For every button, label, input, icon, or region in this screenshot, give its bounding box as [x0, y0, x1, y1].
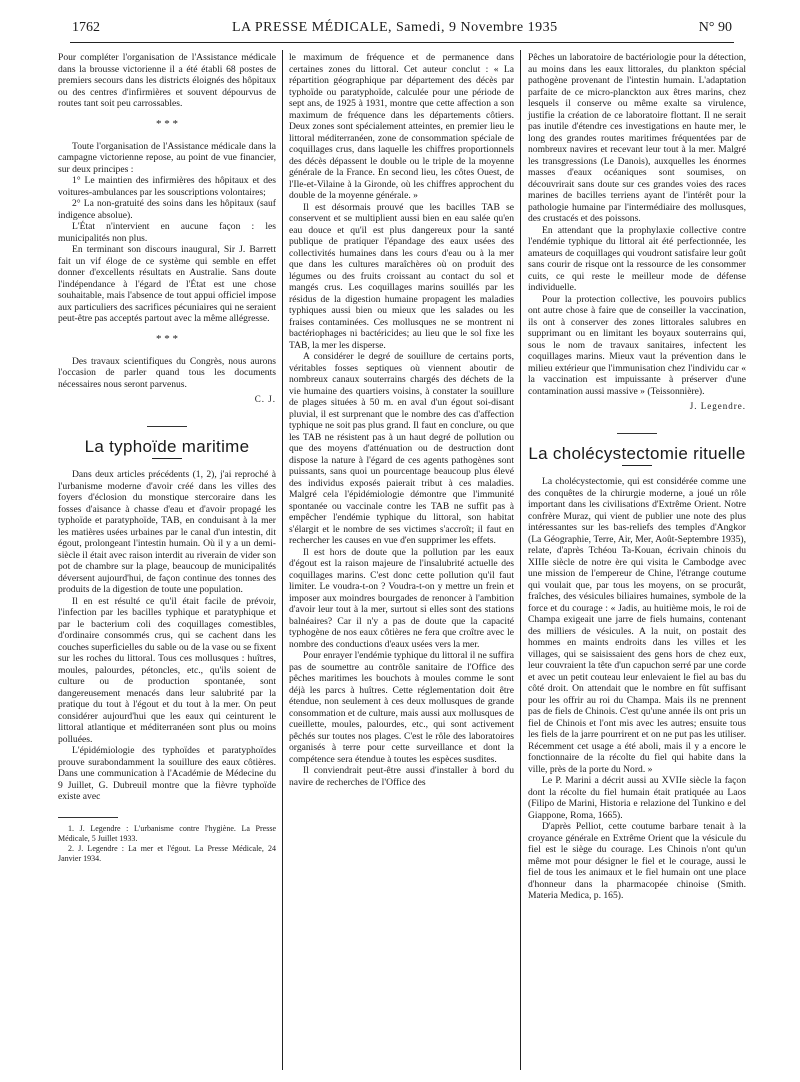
footnotes — [58, 824, 276, 864]
paragraph: En attendant que la prophylaxie collective contre l'endémie typhique du littoral ait été perfectionnée, les amateurs de coquillages qui voudront satisfaire leur goût sans courir de risque ont la ressource de les consommer cuits, ce qui reste le meilleur mode de défense individuelle. — [528, 224, 746, 293]
paragraph: 2° La non-gratuité des soins dans les hôpitaux (sauf indigence absolue). — [58, 198, 276, 221]
journal-title: LA PRESSE MÉDICALE, Samedi, 9 Novembre 1935 — [232, 20, 558, 35]
paragraph: Le P. Marini a décrit aussi au XVIIe siècle la façon dont la récolte du fiel humain était pratiquée au Laos (Filipo de Marini, Historia e relazione del Tunkino e del Giappone, Roma, 1665). — [528, 775, 746, 821]
paragraph: Il en est résulté ce qu'il était facile de prévoir, l'infection par les bacilles typhique et paratyphique et par le bacterium coli des coquillages comestibles, d'ordinaire consommés crus, qui se cachent dans les couches superficielles du sable ou de la vase ou se fixent sur les roches du littoral. Tous ces mollusques : huîtres, moules, palourdes, pétoncles, etc., qu'ils soient de culture ou de production spontanée, sont dangereusement menacés dans leur salubrité par la pratique du tout à l'égout et du tout à la mer. On peut considérer aujourd'hui que les eaux qui ceinturent le littoral atlantique et méditerranéen sont plus ou moins polluées. — [58, 595, 276, 745]
paragraph: A considérer le degré de souillure de certains ports, véritables fosses septiques où viennent aboutir de nombreux canaux souterrains chargés des déchets de la vie humaine des quartiers voisins, à constater la souillure de plages situées à 50 m. en aval d'un égout soi-disant pluvial, il est surprenant que le nombre des cas d'affection typhique ne soit pas plus grand. Il faut en conclure, ou que les TAB ne résistent pas à un haut degré de pollution ou que des moyens d'atténuation ou de destruction dont dispose la nature à l'égard de ces agents pathogènes sont puissants, sans quoi un pourcentage beaucoup plus élevé des individus exposés paierait tribut à ces maladies. Malgré cela l'épidémiologie démontre que l'immunité spontanée ou vaccinale contre les TAB ne suffit pas à empêcher l'endémie typhique du littoral, son habitat s'élargit et le nombre de ses victimes s'accroît; il faut en rechercher les causes en vue d'en supprimer les effets. — [289, 351, 514, 546]
paragraph: Pour compléter l'organisation de l'Assistance médicale dans la brousse victorienne il a été établi 68 postes de premiers secours dans les districts éloignés des hôpitaux ou des centres d'infirmières et souvent dépourvus de routes tant soit peu carrossables. — [58, 52, 276, 109]
paragraph: L'État n'intervient en aucune façon : les municipalités non plus. — [58, 221, 276, 244]
divider — [147, 426, 187, 427]
section-separator: * * * — [156, 117, 178, 130]
divider — [617, 433, 657, 434]
title-underline — [152, 458, 182, 459]
issue-number: N° 90 — [698, 20, 732, 35]
section-separator: * * * — [156, 332, 178, 345]
paragraph: Pour enrayer l'endémie typhique du littoral il ne suffira pas de soumettre au contrôle sanitaire de l'Office des pêches maritimes les bouchots à moules comme le sont déjà les parcs à huîtres. Cette réglementation doit être étendue, non seulement à ces deux mollusques de grande consommation et de culture, mais aussi aux mollusques de cueillette, moules, palourdes, etc., qui sont activement pêchés sur toutes nos plages. C'est le rôle des laboratoires organisés à terre pour cette surveillance et dont la compétence sera étendue à toutes les espèces susdites. — [289, 650, 514, 765]
paragraph: Toute l'organisation de l'Assistance médicale dans la campagne victorienne repose, au point de vue financier, sur deux principes : — [58, 140, 276, 175]
paragraph: Dans deux articles précédents (1, 2), j'ai reproché à l'urbanisme moderne d'avoir créé dans les villes des foyers d'éclosion du monstique stercoraire dans les fosses d'aisance à chasse d'eau et d'avoir propagé les typhoïde et paratyphoïde, TAB, en conduisant à la mer les matières usées urbaines par le canal d'un intestin, dit égout, prolongeant l'intestin humain. Où il y a un demi-siècle il était avec raison interdit au riverain de vider son pot de chambre sur la plage, beaucoup de municipalités déversent aujourd'hui, de façon continue des tonnes des produits de la digestion de toute une population. — [58, 469, 276, 595]
author-signature: C. J. — [254, 394, 276, 404]
title-underline — [622, 465, 652, 466]
paragraph: le maximum de fréquence et de permanence dans certaines zones du littoral. Cet auteur conclut : « La répartition géographique par département des décès par typhoïde ou paratyphoïde, calculée pour une période de sept ans, de 1925 à 1931, montre que cette affection a son maximum de fréquence dans les départements côtiers. Deux zones sont spécialement atteintes, en premier lieu le littoral méditerranéen, zone de consommation spéciale de coquillages crus, dans laquelle les chiffres proportionnels des décès dépassent le double ou le triple de la moyenne générale de la France. En second lieu, les côtes Ouest, de l'Ile-et-Vilaine à la Gironde, où les chiffres approchent du double de la moyenne générale. » — [289, 52, 514, 201]
paragraph: D'après Pelliot, cette coutume barbare tenait à la croyance générale en Extrême Orient que la vésicule du fiel est le siège du courage. Les Chinois n'ont qu'un même mot pour désigner le fiel et le courage, aussi le fiel de tous les animaux et le fiel humain ont une place d'honneur dans la pharmacopée chinoise (Smith. Materia Medica, p. 165). — [528, 821, 746, 901]
article-title: La cholécystectomie rituelle — [528, 443, 746, 463]
author-signature: J. Legendre. — [689, 401, 746, 411]
footnote: 1. J. Legendre : L'urbanisme contre l'hygiène. La Presse Médicale, 5 Juillet 1933. — [58, 823, 276, 843]
paragraph: L'épidémiologie des typhoïdes et paratyphoïdes prouve surabondamment la souillure des eaux côtières. Dans une communication à l'Académie de Médecine du 9 Juillet, G. Dubreuil montre que la fièvre typhoïde existe avec — [58, 745, 276, 802]
column-rule-2 — [520, 50, 521, 1070]
paragraph: Il est hors de doute que la pollution par les eaux d'égout est la raison majeure de l'insalubrité actuelle des coquillages marins. C'est donc cette pollution qu'il faut limiter. Le voudra-t-on ? Voudra-t-on y mettre un frein et imposer aux moindres bourgades de renoncer à l'ambition d'avoir leur tout à la mer, surtout si elles sont des stations balnéaires? Car il n'y a pas de doute que la capacité typhogène de nos eaux côtières ne fera que croître avec le nombre des conductions d'eaux usées vers la mer. — [289, 546, 514, 650]
paragraph: Des travaux scientifiques du Congrès, nous aurons l'occasion de parler quand tous les documents nécessaires nous seront parvenus. — [58, 355, 276, 390]
header-rule — [70, 42, 734, 43]
footnote: 2. J. Legendre : La mer et l'égout. La Presse Médicale, 24 Janvier 1934. — [58, 843, 276, 863]
article-title: La typhoïde maritime — [84, 436, 250, 456]
column-right — [528, 52, 746, 902]
footnote-rule — [58, 817, 118, 818]
paragraph: Il est désormais prouvé que les bacilles TAB se conservent et se multiplient aussi bien en eau salée qu'en eau douce et qu'il est plus dangereux pour la santé publique de pratiquer l'épandage des eaux usées des collectivités humaines dans les cours d'eau ou à la mer que dans les cultures maraîchères où on produit des légumes ou des fruits croissant au contact du sol et mangés crus. Les coquillages marins souillés par les résidus de la digestion humaine propagent les maladies typhiques aussi bien ou mieux que les salades ou les fraises contaminées. Ces mollusques ne se montrent ni bactériophages ni bactéricides; au lieu que le sol fixe les TAB, la mer les disperse. — [289, 201, 514, 351]
paragraph: La cholécystectomie, qui est considérée comme une des conquêtes de la chirurgie moderne, a joué un rôle important dans les civilisations d'Extrême Orient. Notre confrère Muraz, qui vient de publier une note des plus intéressantes sur les bas-reliefs des temples d'Angkor (La Géographie, Terre, Air, Mer, Août-Septembre 1935), relate, d'après Tchéou Ta-Kouan, écrivain chinois du XIIIe siècle de notre ère qui visita le Cambodge avec une mission de l'empereur de Chine, l'étrange coutume qui voulait que, par tous les moyens, on se procurât, fraîches, des vésicules biliaires humaines, symbole de la force et du courage : « Jadis, au huitième mois, le roi de Champa exigeait une jarre de fiels humains, contenant des milliers de vésicules. A la nuit, on postait des hommes en maints endroits dans les villes et les villages, qui se saisissaient des gens hors de chez eux, leur couvraient la tête d'un capuchon serré par une corde et avec un petit couteau leur enlevaient le fiel au bas du côté droit. On attendait que le nombre en fût suffisant pour les offrir au roi du Champa. Mais ils ne prennent pas de fiels de Chinois. C'est qu'une année ils ont pris un fiel de Chinois et l'ont mis avec les autres; ensuite tous les fiels de la jarre pourrirent et on ne put pas les utiliser. Récemment cet usage a été aboli, mais il y a encore le fonctionnaire de la récolte du fiel qui habite dans la ville, près de la porte du Nord. » — [528, 476, 746, 775]
paragraph: Pêches un laboratoire de bactériologie pour la détection, au moins dans les eaux littorales, du plankton spécial pathogène provenant de l'intestin humain. L'adaptation parfaite de ce micro-planckton aux êtres marins, chez lesquels il conserve ou même exalte sa virulence, justifie la création de ce laboratoire flottant. Il ne serait pas inutile d'étendre ces investigations en haute mer, le long des grandes routes maritimes fréquentées par de nombreux navires et recevant leur tout à la mer. Malgré les transgressions (Le Danois), auxquelles les énormes masses d'eaux océaniques sont soumises, on découvrirait sans doute sur ces grandes voies des races marines de bacilles terriens ayant de l'intérêt pour la pathologie humaine par l'intermédiaire des mollusques, des crustacés et des poissons. — [528, 52, 746, 224]
column-middle — [289, 52, 514, 788]
page-header — [72, 20, 732, 40]
paragraph: Il conviendrait peut-être aussi d'installer à bord du navire de recherches de l'Office des — [289, 765, 514, 788]
column-left — [58, 52, 276, 864]
paragraph: 1° Le maintien des infirmières des hôpitaux et des voitures-ambulances par les souscriptions volontaires; — [58, 175, 276, 198]
page-number: 1762 — [72, 20, 100, 35]
paragraph: Pour la protection collective, les pouvoirs publics ont autre chose à faire que de conseiller la vaccination, ils ont à conserver des zones littorales salubres en supprimant ou en limitant les boyaux souterrains qui, sous le nom de travaux sanitaires, infectent les coquillages marins. Mieux vaut la prévention dans le milieu extérieur que l'immunisation chez l'individu car « la vaccination est impuissante à préserver d'une contamination aussi massive » (Teissonnière). — [528, 293, 746, 397]
paragraph: En terminant son discours inaugural, Sir J. Barrett fait un vif éloge de ce système qui semble en effet donner d'excellents résultats en Australie. Sans doute l'indépendance à l'égard de l'État est une chose souhaitable, mais l'absence de tout appui officiel impose aux particuliers des sacrifices pécuniaires qui ne seraient peut-être pas acceptés partout avec la même allégresse. — [58, 244, 276, 324]
column-rule-1 — [282, 50, 283, 1070]
